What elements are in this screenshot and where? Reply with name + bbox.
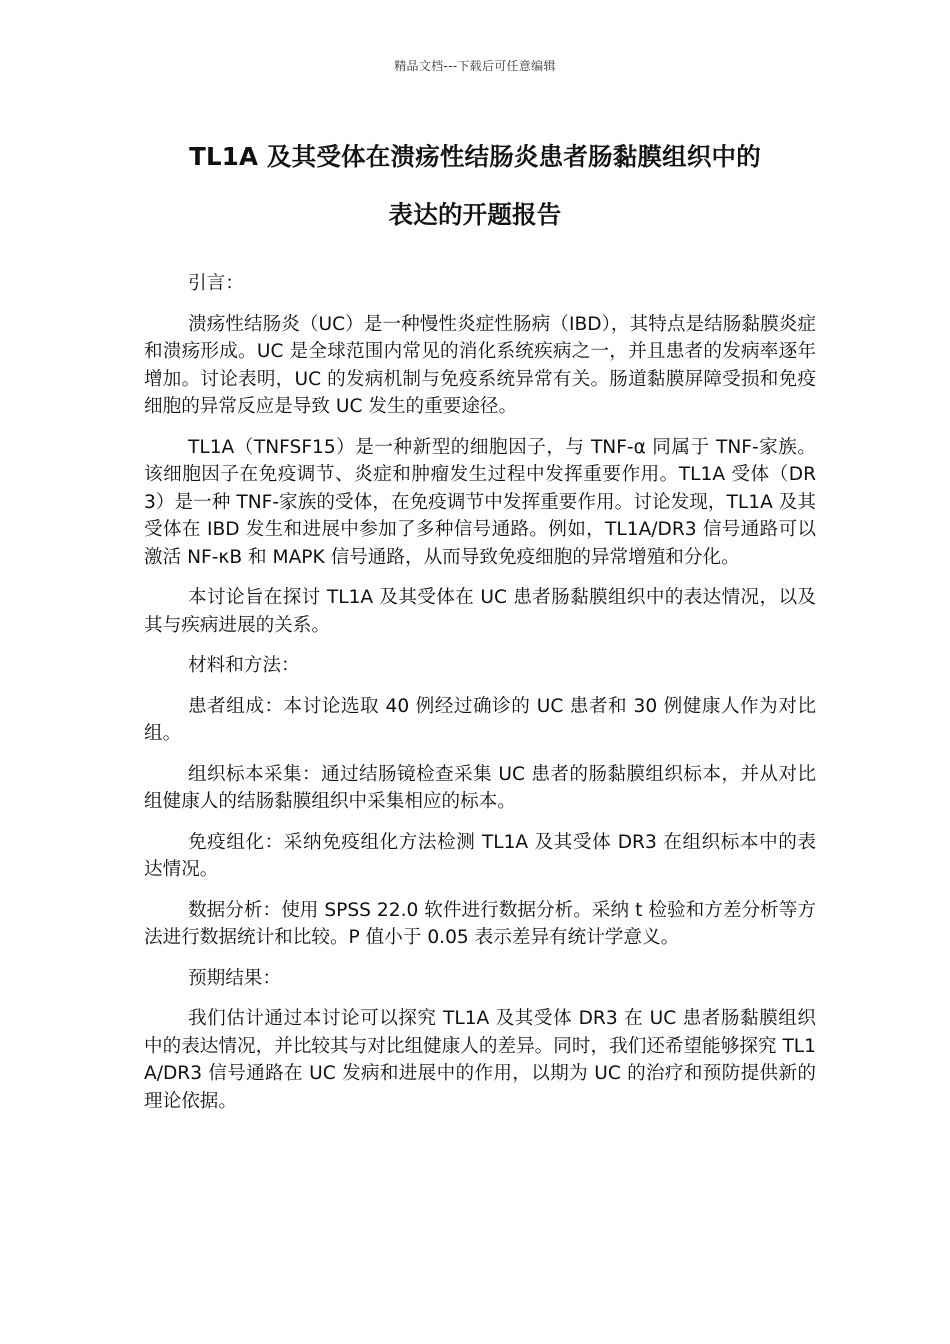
- intro-paragraph-1: 溃疡性结肠炎（UC）是一种慢性炎症性肠病（IBD），其特点是结肠黏膜炎症和溃疡形成。UC 是全球范围内常见的消化系统疾病之一，并且患者的发病率逐年增加。讨论表明，UC 的发病机制与免疫系统异常有关。肠道黏膜屏障受损和免疫细胞的异常反应是导致 UC 发生的重要途径。: [144, 313, 816, 417]
- document-title-line-1: TL1A 及其受体在溃疡性结肠炎患者肠黏膜组织中的: [189, 142, 761, 171]
- methods-paragraph-analysis: 数据分析：使用 SPSS 22.0 软件进行数据分析。采纳 t 检验和方差分析等方法进行数据统计和比较。P 值小于 0.05 表示差异有统计学意义。: [144, 899, 816, 948]
- methods-paragraph-samples: 组织标本采集：通过结肠镜检查采集 UC 患者的肠黏膜组织标本，并从对比组健康人的结肠黏膜组织中采集相应的标本。: [144, 763, 816, 812]
- intro-paragraph-2: TL1A（TNFSF15）是一种新型的细胞因子，与 TNF-α 同属于 TNF-家族。该细胞因子在免疫调节、炎症和肿瘤发生过程中发挥重要作用。TL1A 受体（DR3）是一种 TNF-家族的受体，在免疫调节中发挥重要作用。讨论发现，TL1A 及其受体在 IBD 发生和进展中参加了多种信号通路。例如，TL1A/DR3 信号通路可以激活 NF-κB 和 MAPK 信号通路，从而导致免疫细胞的异常增殖和分化。: [144, 436, 816, 568]
- results-heading: 预期结果：: [188, 967, 281, 989]
- methods-paragraph-ihc: 免疫组化：采纳免疫组化方法检测 TL1A 及其受体 DR3 在组织标本中的表达情况。: [144, 831, 816, 880]
- document-title-line-2: 表达的开题报告: [388, 200, 562, 229]
- intro-heading: 引言：: [188, 273, 244, 294]
- results-paragraph: 我们估计通过本讨论可以探究 TL1A 及其受体 DR3 在 UC 患者肠黏膜组织中的表达情况，并比较其与对比组健康人的差异。同时，我们还希望能够探究 TL1A/DR3 信号通路在 UC 发病和进展中的作用，以期为 UC 的治疗和预防提供新的理论依据。: [144, 1008, 816, 1112]
- intro-paragraph-3: 本讨论旨在探讨 TL1A 及其受体在 UC 患者肠黏膜组织中的表达情况，以及其与疾病进展的关系。: [144, 587, 816, 636]
- header-note: 精品文档---下载后可任意编辑: [394, 59, 556, 73]
- methods-paragraph-patients: 患者组成：本讨论选取 40 例经过确诊的 UC 患者和 30 例健康人作为对比组。: [144, 695, 816, 744]
- methods-heading: 材料和方法：: [188, 655, 300, 676]
- document-body: [144, 270, 816, 1128]
